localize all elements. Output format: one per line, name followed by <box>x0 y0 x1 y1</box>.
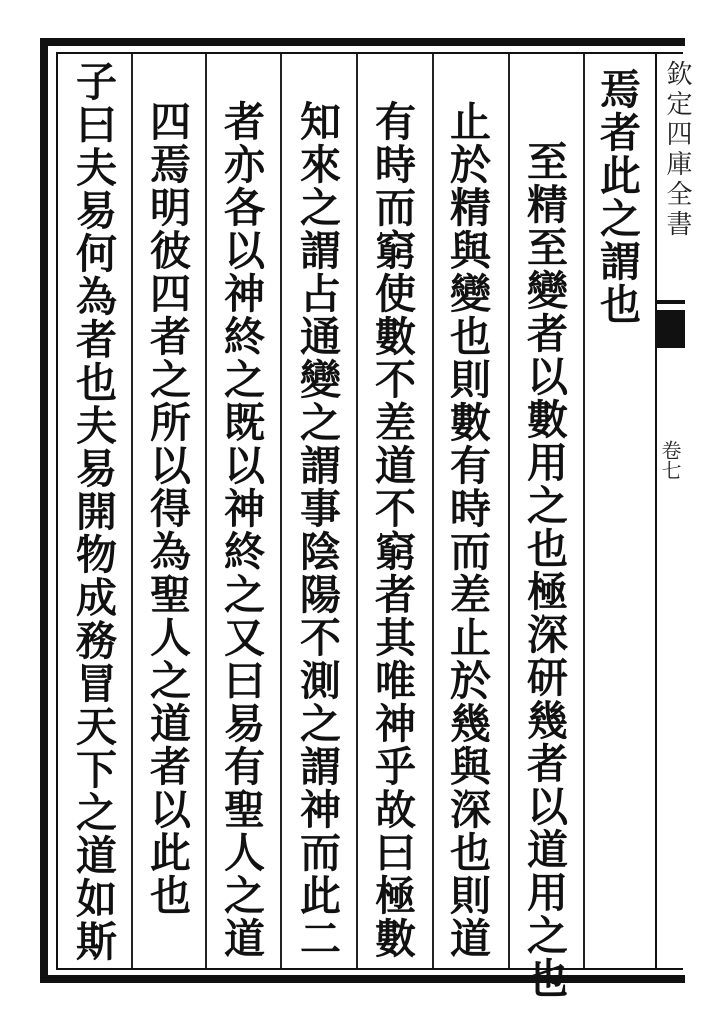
column-rule <box>205 54 207 968</box>
fish-tail-mark <box>657 310 685 348</box>
text-column-2: 至精至變者以數用之也極深研幾者以道用之也 <box>520 140 568 1000</box>
text-column-7: 四焉明彼四者之所以得為聖人之道者以此也 <box>143 100 191 917</box>
text-column-8: 子曰夫易何為者也夫易開物成務冒天下之道如斯 <box>69 60 117 963</box>
text-column-6: 者亦各以神終之既以神終之又曰易有聖人之道 <box>217 100 265 960</box>
text-column-4: 有時而窮使數不差道不窮者其唯神乎故曰極數 <box>368 100 416 960</box>
column-rule <box>356 54 358 968</box>
column-rule <box>280 54 282 968</box>
text-column-5: 知來之謂占通變之謂事陰陽不測之謂神而此二 <box>293 100 341 960</box>
column-rule <box>583 54 585 968</box>
column-rule <box>131 54 133 968</box>
column-rule <box>508 54 510 968</box>
book-title-margin: 欽定四庫全書 <box>662 60 692 240</box>
column-rule <box>432 54 434 968</box>
center-fold-line <box>655 52 657 970</box>
fish-tail-mark <box>657 300 685 304</box>
text-column-3: 止於精與變也則數有時而差止於幾與深也則道 <box>443 100 491 960</box>
text-column-1: 焉者此之謂也 <box>593 68 641 326</box>
volume-label: 卷七 <box>658 440 682 480</box>
